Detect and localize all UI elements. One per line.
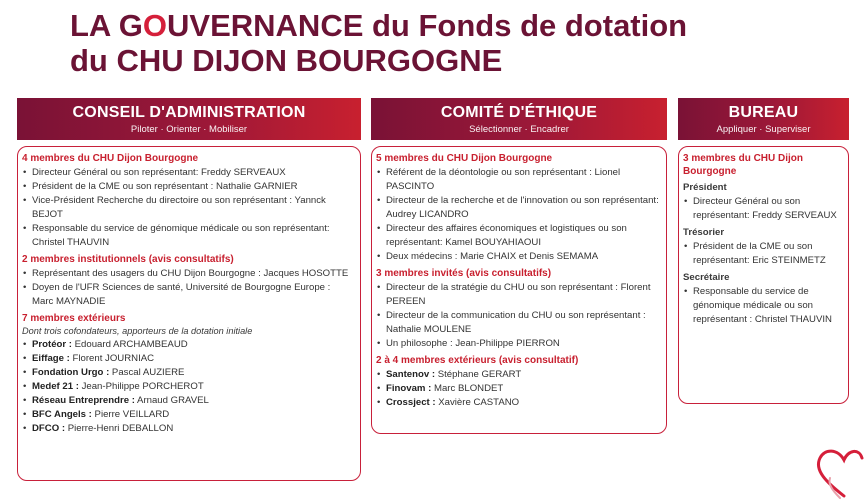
bureau-subheading: Appliquer · Superviser — [716, 124, 811, 135]
conseil-group2-list — [22, 267, 354, 309]
conseil-box — [17, 146, 361, 481]
bureau-tresorier-label: Trésorier — [683, 227, 725, 238]
conseil-heading: CONSEIL D'ADMINISTRATION — [72, 104, 306, 121]
list-item: • Directeur de la stratégie du CHU ou son représentant : Florent PEREEN — [376, 281, 660, 309]
title-line-1: LA GOUVERNANCE du Fonds de dotation — [70, 8, 688, 43]
bureau-box — [678, 146, 849, 404]
list-item: • Directeur des affaires économiques et logistiques ou son représentant: Kamel BOUYAHIAOUI — [376, 222, 660, 250]
list-item: • Réseau Entreprendre : Arnaud GRAVEL — [22, 394, 354, 408]
list-item: • Doyen de l'UFR Sciences de santé, Université de Bourgogne Europe : Marc MAYNADIE — [22, 281, 354, 309]
bureau-column — [678, 98, 849, 404]
list-item: • Protéor : Edouard ARCHAMBEAUD — [22, 338, 354, 352]
list-item: • Directeur de la communication du CHU ou son représentant : Nathalie MOULENE — [376, 309, 660, 337]
list-item: • Responsable du service de génomique médicale ou son représentant: Christel THAUVIN — [22, 222, 354, 250]
bureau-secretaire-label: Secrétaire — [683, 272, 730, 283]
ethique-column — [371, 98, 667, 434]
conseil-group3-note: Dont trois cofondateurs, apporteurs de la dotation initiale — [22, 326, 253, 336]
list-item: • Président de la CME ou son représentant : Nathalie GARNIER — [22, 180, 354, 194]
conseil-group1-list — [22, 166, 354, 250]
list-item: • Un philosophe : Jean-Philippe PIERRON — [376, 337, 660, 351]
list-item: • Fondation Urgo : Pascal AUZIERE — [22, 366, 354, 380]
ethique-group1-list — [376, 166, 660, 264]
ethique-box — [371, 146, 667, 434]
list-item: • Medef 21 : Jean-Philippe PORCHEROT — [22, 380, 354, 394]
bureau-header — [678, 98, 849, 140]
list-item: • Président de la CME ou son représentant: Eric STEINMETZ — [683, 240, 842, 268]
conseil-group3-list — [22, 338, 354, 436]
ethique-group1-title: 5 membres du CHU Dijon Bourgogne — [376, 153, 553, 164]
heart-icon — [804, 438, 864, 500]
list-item: • DFCO : Pierre-Henri DEBALLON — [22, 422, 354, 436]
list-item: • Directeur de la recherche et de l'innovation ou son représentant: Audrey LICANDRO — [376, 194, 660, 222]
list-item: • Responsable du service de génomique médicale ou son représentant : Christel THAUVIN — [683, 285, 842, 327]
list-item: • BFC Angels : Pierre VEILLARD — [22, 408, 354, 422]
ethique-group3-list — [376, 368, 660, 410]
conseil-header — [17, 98, 361, 140]
bureau-heading: BUREAU — [728, 104, 799, 121]
list-item: • Santenov : Stéphane GERART — [376, 368, 660, 382]
page-title — [70, 8, 687, 78]
bureau-tresorier-list — [683, 240, 842, 268]
bureau-president-label: Président — [683, 182, 727, 193]
ethique-header — [371, 98, 667, 140]
list-item: • Référent de la déontologie ou son représentant : Lionel PASCINTO — [376, 166, 660, 194]
list-item: • Crossject : Xavière CASTANO — [376, 396, 660, 410]
ethique-heading: COMITÉ D'ÉTHIQUE — [440, 104, 598, 121]
ethique-group2-title: 3 membres invités (avis consultatifs) — [376, 268, 552, 279]
conseil-column — [17, 98, 361, 481]
list-item: • Directeur Général ou son représentant: Freddy SERVEAUX — [22, 166, 354, 180]
title-line-2: du CHU DIJON BOURGOGNE — [70, 43, 503, 78]
ethique-group2-list — [376, 281, 660, 351]
bureau-secretaire-list — [683, 285, 842, 327]
bureau-group1-title: 3 membres du CHU Dijon Bourgogne — [683, 153, 804, 177]
conseil-group1-title: 4 membres du CHU Dijon Bourgogne — [22, 153, 199, 164]
conseil-group2-title: 2 membres institutionnels (avis consultatifs) — [22, 254, 234, 265]
conseil-group3-title: 7 membres extérieurs — [22, 313, 126, 324]
ethique-subheading: Sélectionner · Encadrer — [469, 124, 569, 135]
list-item: • Vice-Président Recherche du directoire ou son représentant : Yannck BEJOT — [22, 194, 354, 222]
list-item: • Finovam : Marc BLONDET — [376, 382, 660, 396]
list-item: • Deux médecins : Marie CHAIX et Denis SEMAMA — [376, 250, 660, 264]
bureau-president-list — [683, 195, 842, 223]
list-item: • Représentant des usagers du CHU Dijon Bourgogne : Jacques HOSOTTE — [22, 267, 354, 281]
conseil-subheading: Piloter · Orienter · Mobiliser — [130, 124, 248, 135]
list-item: • Eiffage : Florent JOURNIAC — [22, 352, 354, 366]
list-item: • Directeur Général ou son représentant: Freddy SERVEAUX — [683, 195, 842, 223]
ethique-group3-title: 2 à 4 membres extérieurs (avis consultatif) — [376, 355, 579, 366]
